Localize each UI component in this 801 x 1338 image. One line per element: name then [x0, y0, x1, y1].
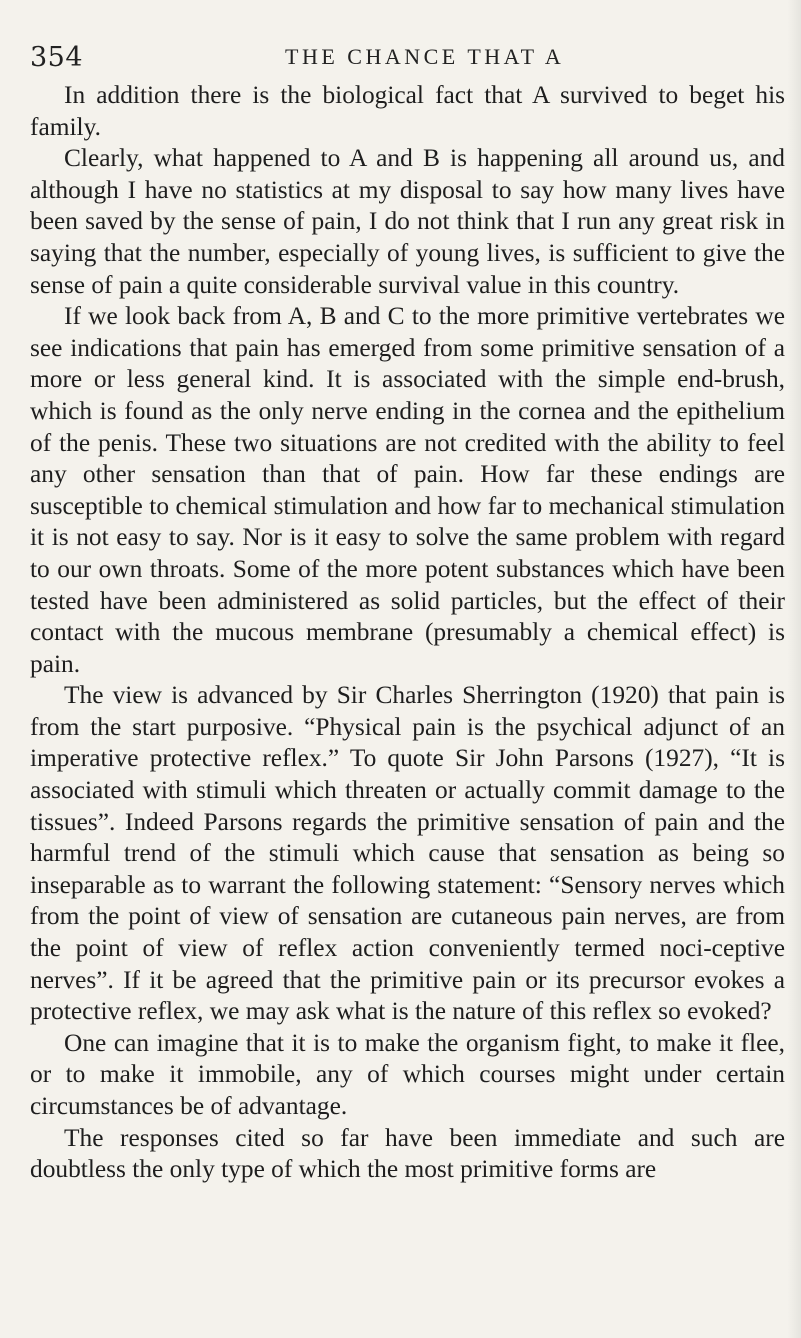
paragraph: Clearly, what happened to A and B is happening all around us, and although I have no statistics at my disposal to say how many lives have been saved by the sense of pain, I do not think that I run any great risk in saying that the number, especially of young lives, is sufficient to give the sense of pain a quite considerable survival value in this country.	[30, 144, 785, 299]
book-page	[30, 36, 785, 1186]
body-text	[30, 80, 785, 1186]
running-head	[30, 36, 785, 76]
paragraph: If we look back from A, B and C to the more primitive vertebrates we see indications that pain has emerged from some primitive sensation of a more or less general kind. It is associated with the simple end-brush, which is found as the only nerve ending in the cornea and the epithelium of the penis. These two situations are not credited with the ability to feel any other sensation than that of pain. How far these endings are susceptible to chemical stimulation and how far to mechanical stimulation it is not easy to say. Nor is it easy to solve the same problem with regard to our own throats. Some of the more potent substances which have been tested have been administered as solid particles, but the effect of their contact with the mucous membrane (presumably a chemical effect) is pain.	[30, 302, 785, 678]
paragraph: In addition there is the biological fact that A survived to beget his family.	[30, 81, 785, 141]
page-number: 354	[30, 42, 84, 73]
paragraph: One can imagine that it is to make the organism fight, to make it flee, or to make it immobile, any of which courses might under certain circumstances be of advantage.	[30, 1028, 785, 1120]
page-edge-shadow	[787, 0, 801, 1338]
running-title: THE CHANCE THAT A	[285, 44, 565, 69]
paragraph: The responses cited so far have been immediate and such are doubtless the only type of which the most primitive forms are	[30, 1123, 785, 1184]
paragraph: The view is advanced by Sir Charles Sherrington (1920) that pain is from the start purposive. “Physical pain is the psychical adjunct of an imperative protective reflex.” To quote Sir John Parsons (1927), “It is associated with stimuli which threaten or actually commit damage to the tissues”. Indeed Parsons regards the primitive sensation of pain and the harmful trend of the stimuli which cause that sensation as being so inseparable as to warrant the following statement: “Sensory nerves which from the point of view of sensation are cutaneous pain nerves, are from the point of view of reflex action conveniently termed noci-ceptive nerves”. If it be agreed that the primitive pain or its precursor evokes a protective reflex, we may ask what is the nature of this reflex so evoked?	[30, 681, 785, 1026]
